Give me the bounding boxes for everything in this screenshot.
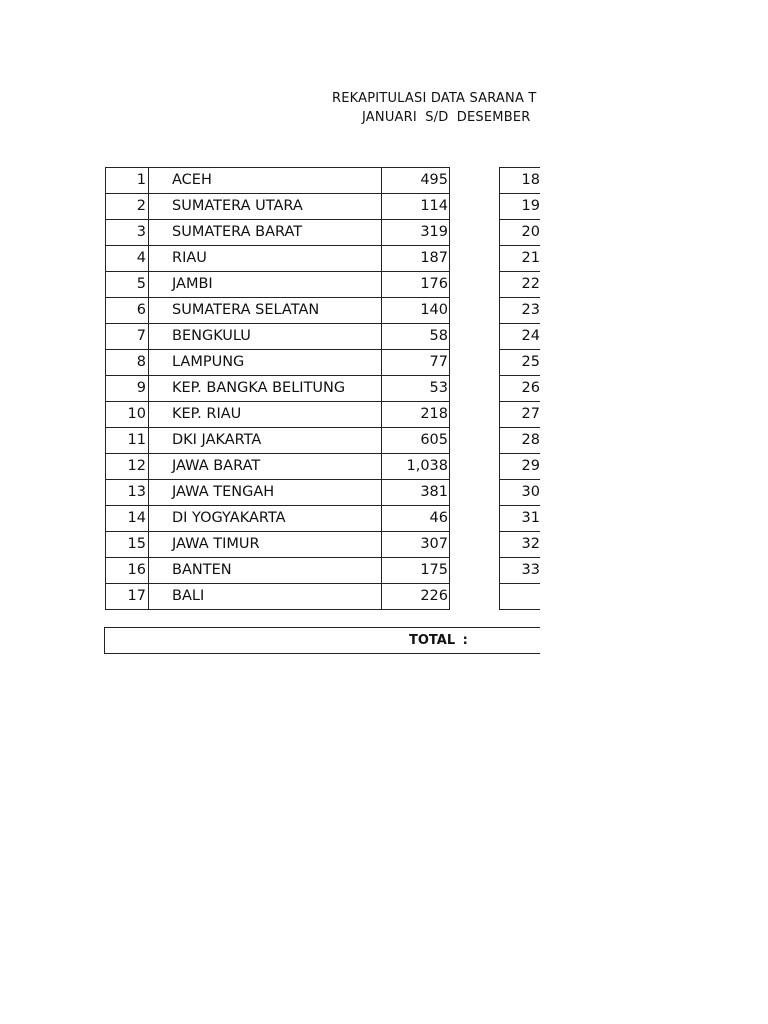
report-period: JANUARI S/D DESEMBER <box>362 110 531 125</box>
province-value: 381 <box>382 480 450 506</box>
province-value: 319 <box>382 220 450 246</box>
province-name: KEP. BANGKA BELITUNG <box>149 376 382 402</box>
row-number: 30 <box>500 480 541 506</box>
report-title: REKAPITULASI DATA SARANA T <box>332 91 537 106</box>
row-number: 6 <box>106 298 149 324</box>
row-number: 23 <box>500 298 541 324</box>
row-number: 11 <box>106 428 149 454</box>
province-value: 114 <box>382 194 450 220</box>
row-number: 31 <box>500 506 541 532</box>
table-row <box>500 298 541 324</box>
table-row <box>106 506 450 532</box>
row-number: 20 <box>500 220 541 246</box>
row-number: 9 <box>106 376 149 402</box>
table-row <box>500 402 541 428</box>
province-name: RIAU <box>149 246 382 272</box>
province-name: LAMPUNG <box>149 350 382 376</box>
province-name: DKI JAKARTA <box>149 428 382 454</box>
province-value: 307 <box>382 532 450 558</box>
row-number: 19 <box>500 194 541 220</box>
province-value: 495 <box>382 168 450 194</box>
table-row <box>106 558 450 584</box>
total-label: TOTAL : <box>409 633 468 648</box>
row-number: 25 <box>500 350 541 376</box>
province-value: 175 <box>382 558 450 584</box>
row-number: 33 <box>500 558 541 584</box>
row-number: 15 <box>106 532 149 558</box>
province-name: BENGKULU <box>149 324 382 350</box>
province-name: DI YOGYAKARTA <box>149 506 382 532</box>
row-number: 17 <box>106 584 149 610</box>
table-row <box>106 246 450 272</box>
row-number: 1 <box>106 168 149 194</box>
row-number: 21 <box>500 246 541 272</box>
table-row <box>106 220 450 246</box>
table-row <box>106 376 450 402</box>
table-row <box>106 324 450 350</box>
row-number: 13 <box>106 480 149 506</box>
province-name: ACEH <box>149 168 382 194</box>
table-row <box>500 246 541 272</box>
row-number: 12 <box>106 454 149 480</box>
province-value: 1,038 <box>382 454 450 480</box>
province-name: JAWA TIMUR <box>149 532 382 558</box>
table-row <box>500 220 541 246</box>
row-number: 32 <box>500 532 541 558</box>
province-value: 226 <box>382 584 450 610</box>
row-number <box>500 584 541 610</box>
province-value: 77 <box>382 350 450 376</box>
province-name: BANTEN <box>149 558 382 584</box>
row-number: 18 <box>500 168 541 194</box>
table-row <box>106 454 450 480</box>
province-value: 605 <box>382 428 450 454</box>
row-number: 2 <box>106 194 149 220</box>
province-name: JAWA TENGAH <box>149 480 382 506</box>
table-row <box>500 480 541 506</box>
row-number: 22 <box>500 272 541 298</box>
province-name: KEP. RIAU <box>149 402 382 428</box>
table-row <box>500 272 541 298</box>
row-number: 8 <box>106 350 149 376</box>
province-name: SUMATERA BARAT <box>149 220 382 246</box>
row-number: 26 <box>500 376 541 402</box>
table-row <box>106 402 450 428</box>
province-name: SUMATERA SELATAN <box>149 298 382 324</box>
table-row <box>500 558 541 584</box>
table-row <box>106 272 450 298</box>
table-row <box>500 454 541 480</box>
row-number: 4 <box>106 246 149 272</box>
row-number: 24 <box>500 324 541 350</box>
table-row <box>106 194 450 220</box>
table-row <box>106 168 450 194</box>
province-name: BALI <box>149 584 382 610</box>
province-value: 140 <box>382 298 450 324</box>
province-value: 58 <box>382 324 450 350</box>
province-name: SUMATERA UTARA <box>149 194 382 220</box>
table-row <box>500 376 541 402</box>
table-row <box>500 168 541 194</box>
province-value: 53 <box>382 376 450 402</box>
province-table-left <box>105 167 450 610</box>
province-value: 187 <box>382 246 450 272</box>
table-row <box>500 324 541 350</box>
table-row <box>106 584 450 610</box>
table-row <box>106 480 450 506</box>
row-number: 10 <box>106 402 149 428</box>
province-table-right <box>499 167 540 610</box>
row-number: 28 <box>500 428 541 454</box>
row-number: 29 <box>500 454 541 480</box>
row-number: 7 <box>106 324 149 350</box>
table-row <box>106 428 450 454</box>
row-number: 16 <box>106 558 149 584</box>
total-row <box>104 627 540 654</box>
table-row <box>500 532 541 558</box>
province-name: JAWA BARAT <box>149 454 382 480</box>
row-number: 14 <box>106 506 149 532</box>
table-row <box>500 428 541 454</box>
row-number: 5 <box>106 272 149 298</box>
table-row <box>106 350 450 376</box>
table-row <box>500 506 541 532</box>
row-number: 27 <box>500 402 541 428</box>
table-row <box>500 350 541 376</box>
table-row <box>500 194 541 220</box>
province-value: 46 <box>382 506 450 532</box>
province-value: 218 <box>382 402 450 428</box>
row-number: 3 <box>106 220 149 246</box>
table-row <box>106 532 450 558</box>
table-row <box>106 298 450 324</box>
province-value: 176 <box>382 272 450 298</box>
table-row <box>500 584 541 610</box>
province-name: JAMBI <box>149 272 382 298</box>
